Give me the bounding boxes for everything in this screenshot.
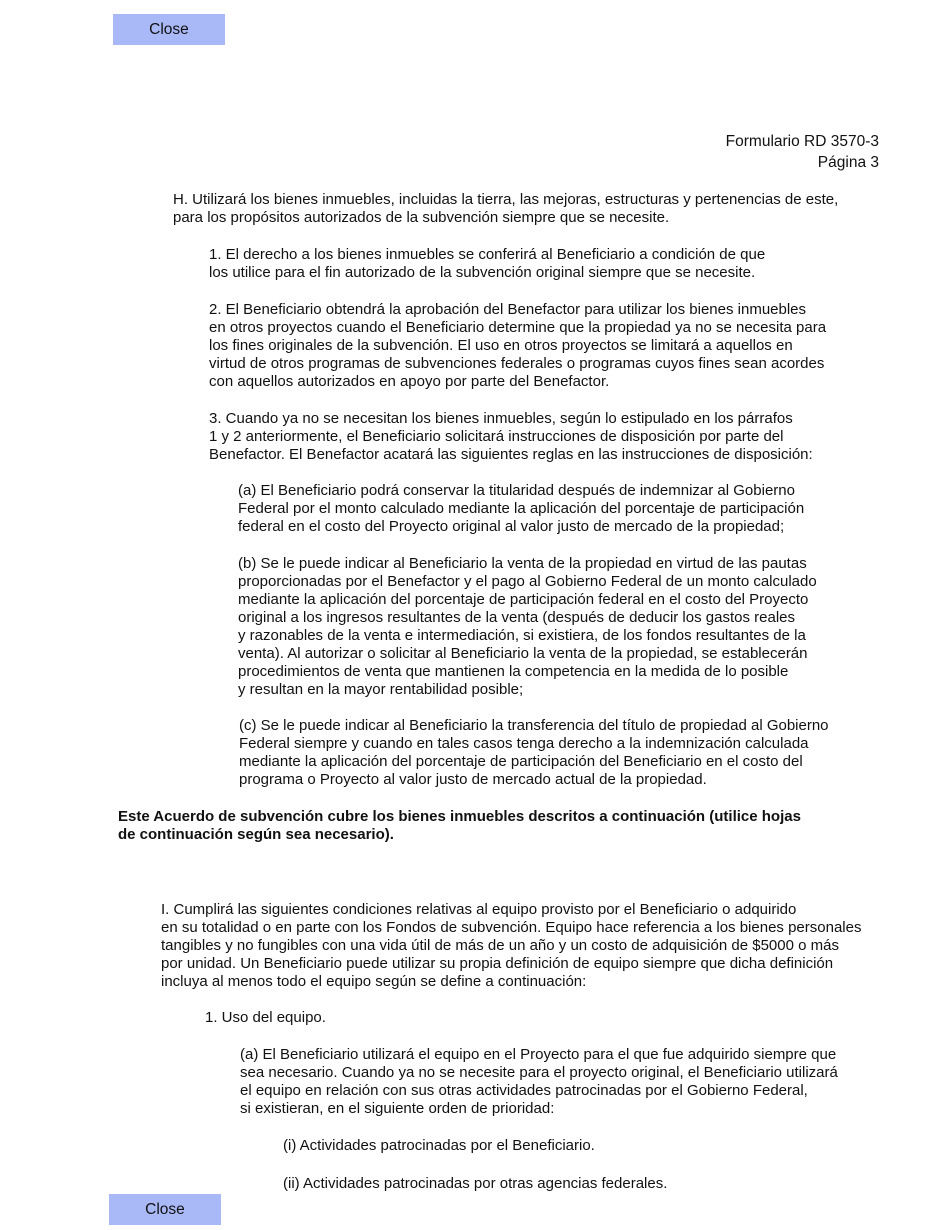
section-h-item-3: 3. Cuando ya no se necesitan los bienes inmuebles, según lo estipulado en los párrafos 1 y 2 anteriormente, el Beneficiario solicitará instrucciones de disposición por parte del Benefactor. El Benefactor acatará las siguientes reglas en las instrucciones de disposición: (209, 410, 813, 463)
section-i-sub-i: (i) Actividades patrocinadas por el Beneficiario. (283, 1137, 595, 1154)
section-h-sub-c: (c) Se le puede indicar al Beneficiario la transferencia del título de propiedad al Gobierno Federal siempre y cuando en tales casos tenga derecho a la indemnización calculada mediante la aplicación del porcentaje de participación del Beneficiario en el costo del programa o Proyecto al valor justo de mercado actual de la propiedad. (239, 717, 829, 788)
section-i-sub-ii: (ii) Actividades patrocinadas por otras agencias federales. (283, 1175, 668, 1192)
close-button-top[interactable]: Close (113, 14, 225, 45)
section-h-sub-b: (b) Se le puede indicar al Beneficiario la venta de la propiedad en virtud de las pautas proporcionadas por el Benefactor y el pago al Gobierno Federal de un monto calculado mediante la aplicación del porcentaje de participación federal en el costo del Proyecto original a los ingresos resultantes de la venta (después de deducir los gastos reales y razonables de la venta e intermediación, si existiera, de los fondos resultantes de la venta). Al autorizar o solicitar al Beneficiario la venta de la propiedad, se establecerán procedimientos de venta que mantienen la competencia en la medida de lo posible y resultan en la mayor rentabilidad posible; (238, 555, 817, 698)
page-number: Página 3 (817, 154, 879, 171)
section-h-intro: H. Utilizará los bienes inmuebles, incluidas la tierra, las mejoras, estructuras y pertenencias de este, para los propósitos autorizados de la subvención siempre que se necesite. (173, 191, 839, 226)
section-i-intro: I. Cumplirá las siguientes condiciones relativas al equipo provisto por el Beneficiario o adquirido en su totalidad o en parte con los Fondos de subvención. Equipo hace referencia a los bienes personales tangibles y no fungibles con una vida útil de más de un año y un costo de adquisición de $5000 o más por unidad. Un Beneficiario puede utilizar su propia definición de equipo siempre que dicha definición incluya al menos todo el equipo según se define a continuación: (161, 901, 862, 990)
section-h-sub-a: (a) El Beneficiario podrá conservar la titularidad después de indemnizar al Gobierno Federal por el monto calculado mediante la aplicación del porcentaje de participación federal en el costo del Proyecto original al valor justo de mercado de la propiedad; (238, 482, 805, 535)
section-i-sub-a: (a) El Beneficiario utilizará el equipo en el Proyecto para el que fue adquirido siempre que sea necesario. Cuando ya no se necesite para el proyecto original, el Beneficiario utilizará el equipo en relación con sus otras actividades patrocinadas por el Gobierno Federal, si existieran, en el siguiente orden de prioridad: (240, 1046, 838, 1117)
section-i-item-1: 1. Uso del equipo. (205, 1009, 326, 1026)
section-h-item-2: 2. El Beneficiario obtendrá la aprobación del Benefactor para utilizar los bienes inmuebles en otros proyectos cuando el Beneficiario determine que la propiedad ya no se necesita para los fines originales de la subvención. El uso en otros proyectos se limitará a aquellos en virtud de otros programas de subvenciones federales o programas cuyos fines sean acordes con aquellos autorizados en apoyo por parte del Benefactor. (209, 301, 827, 390)
section-h-item-1: 1. El derecho a los bienes inmuebles se conferirá al Beneficiario a condición de que los utilice para el fin autorizado de la subvención original siempre que se necesite. (209, 246, 766, 281)
form-header (726, 131, 879, 173)
real-property-note: Este Acuerdo de subvención cubre los bienes inmuebles descritos a continuación (utilice hojas de continuación según sea necesario). (118, 808, 801, 843)
form-number: Formulario RD 3570-3 (725, 133, 879, 150)
close-button-bottom[interactable]: Close (109, 1194, 221, 1225)
